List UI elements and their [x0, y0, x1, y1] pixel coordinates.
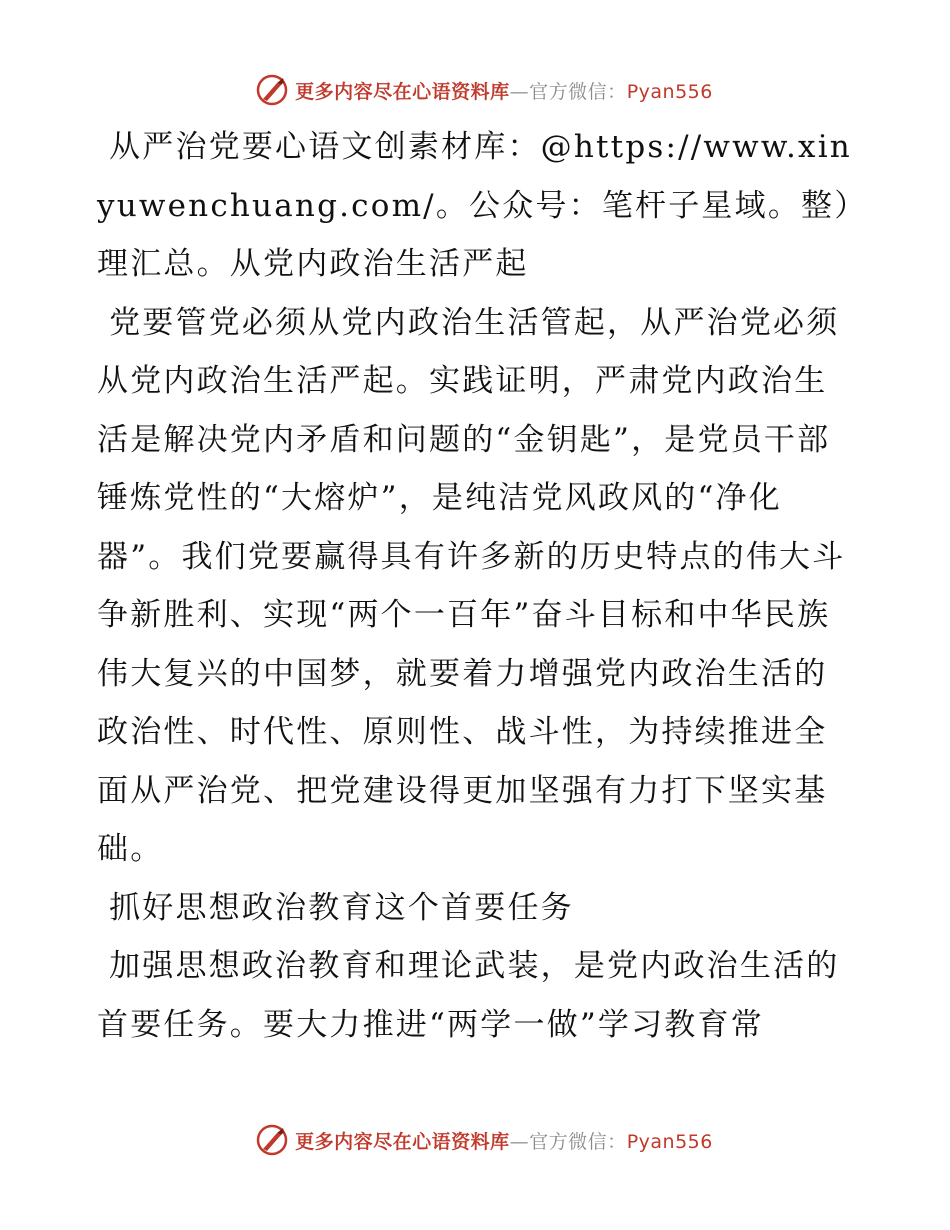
paragraph-intro: 从严治党要心语文创素材库：@https://www.xinyuwenchuang.com/。公众号：笔杆子星域。整）理汇总。从党内政治生活严起 [97, 129, 852, 282]
watermark-dash: — [509, 80, 530, 103]
watermark-text [295, 1127, 713, 1154]
watermark-wechat-label: 官方微信： [529, 80, 627, 103]
section-heading: 抓好思想政治教育这个首要任务 [97, 889, 574, 926]
watermark-dash: — [509, 1130, 530, 1153]
watermark-main: 更多内容尽在心语资料库 [295, 1130, 510, 1153]
quill-pen-logo-icon [255, 1123, 289, 1157]
quill-pen-logo-icon [255, 73, 289, 107]
watermark-row [255, 1123, 713, 1157]
watermark-main: 更多内容尽在心语资料库 [295, 80, 510, 103]
paragraph-education: 加强思想政治教育和理论武装，是党内政治生活的首要任务。要大力推进“两学一做”学习教育常 [97, 948, 840, 1043]
footer-watermark [0, 1120, 950, 1160]
watermark-wechat-label: 官方微信： [529, 1130, 627, 1153]
document-body [97, 118, 857, 1054]
paragraph-body: 党要管党必须从党内政治生活管起，从严治党必须从党内政治生活严起。实践证明，严肃党内政治生活是解决党内矛盾和问题的“金钥匙”，是党员干部锤炼党性的“大熔炉”，是纯洁党风政风的“净化器”。我们党要赢得具有许多新的历史特点的伟大斗争新胜利、实现“两个一百年”奋斗目标和中华民族伟大复兴的中国梦，就要着力增强党内政治生活的政治性、时代性、原则性、战斗性，为持续推进全面从严治党、把党建设得更加坚强有力打下坚实基础。 [97, 304, 846, 867]
watermark-text [295, 77, 713, 104]
watermark-wechat-id: Pyan556 [626, 1130, 713, 1153]
watermark-row [255, 73, 713, 107]
watermark-wechat-id: Pyan556 [626, 80, 713, 103]
header-watermark [0, 70, 950, 110]
